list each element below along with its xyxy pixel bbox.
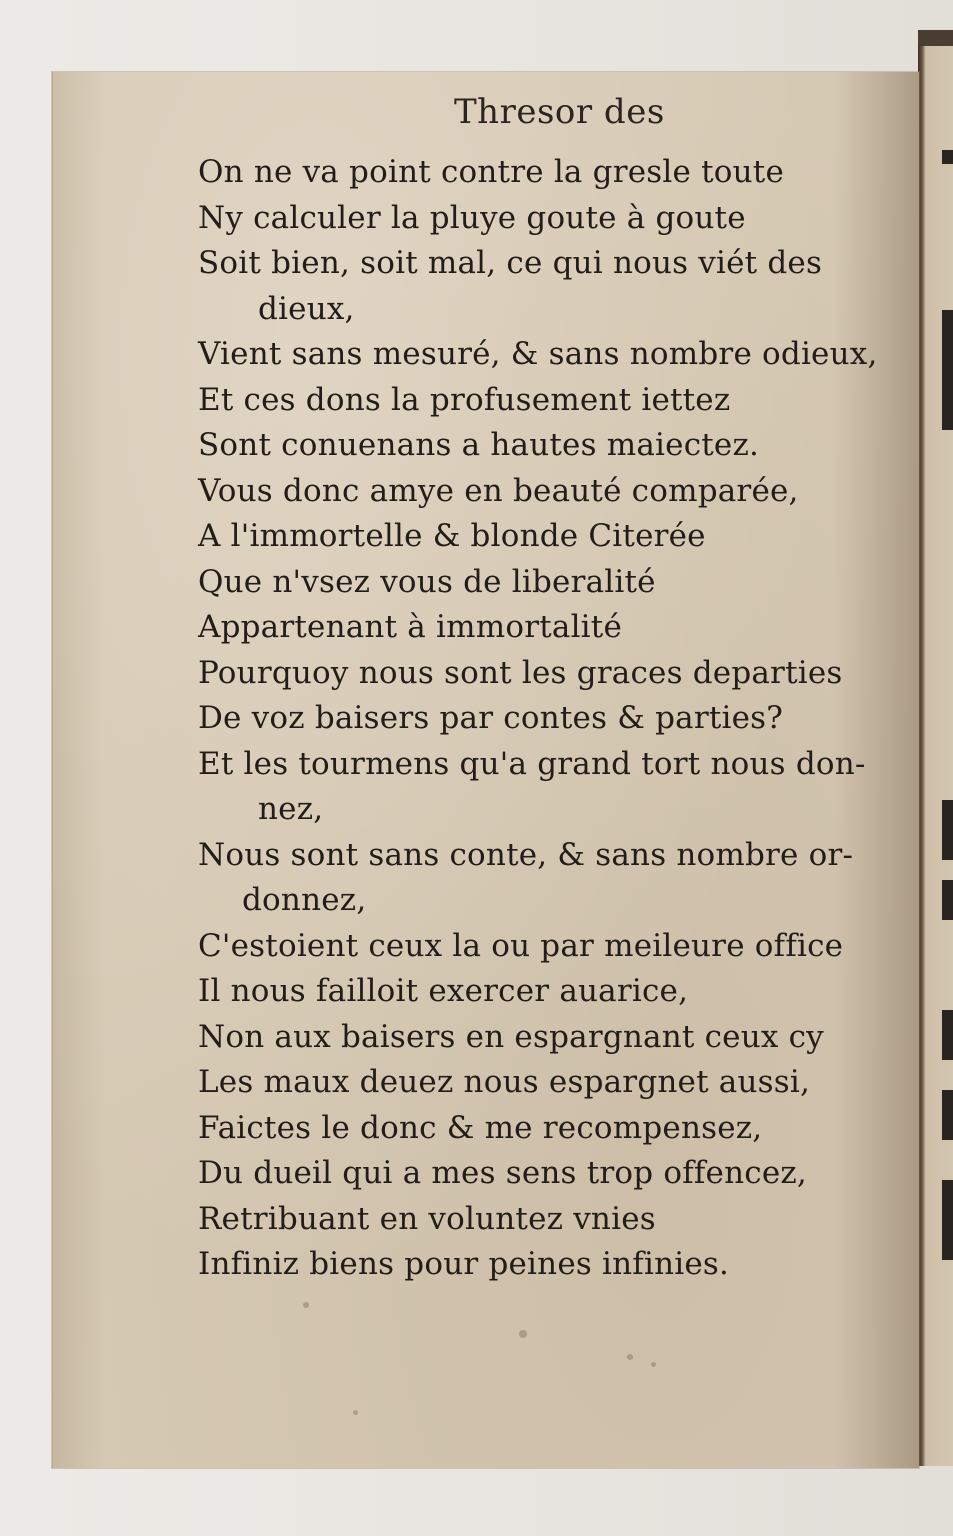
poem-text [198,150,878,1288]
facing-page-ink-mark [942,1010,953,1060]
poem-line: Il nous failloit exercer auarice, [198,973,689,1009]
facing-page-ink-mark [942,150,953,164]
poem-line: Vous donc amye en beauté comparée, [198,472,799,509]
foxing-spot [519,1330,527,1338]
poem-line: Et les tourmens qu'a grand tort nous don- [198,745,866,782]
poem-line-continuation: nez, [258,791,324,827]
facing-page-ink-mark [942,1090,953,1140]
facing-page-ink-mark [942,800,953,860]
running-title: Thresor des [454,92,665,132]
poem-line: Du dueil qui a mes sens trop offencez, [198,1155,807,1191]
foxing-spot [651,1362,656,1367]
poem-line: C'estoient ceux la ou par meileure office [198,927,844,964]
facing-page-ink-mark [942,880,953,920]
poem-line: Que n'vsez vous de liberalité [198,563,656,600]
poem-line: Soit bien, soit mal, ce qui nous viét des [198,245,823,281]
poem-line: Nous sont sans conte, & sans nombre or- [198,836,854,873]
facing-page-ink-mark [942,310,953,430]
poem-line: Faictes le donc & me recompensez, [198,1109,763,1146]
poem-line-continuation: donnez, [242,882,367,918]
poem-line: Appartenant à immortalité [198,609,622,645]
facing-page-ink-mark [942,1180,953,1260]
poem-line: A l'immortelle & blonde Citerée [198,518,706,554]
poem-line: Et ces dons la profusement iettez [198,381,731,418]
poem-line: De voz baisers par contes & parties? [198,700,784,736]
poem-line: Pourquoy nous sont les graces departies [198,654,843,691]
poem-line: Vient sans mesuré, & sans nombre odieux, [198,336,878,372]
poem-line: Retribuant en voluntez vnies [198,1200,656,1237]
poem-line-continuation: dieux, [258,290,355,327]
poem-line: Ny calculer la pluye goute à goute [198,199,746,236]
foxing-spot [353,1410,358,1415]
poem-line: Les maux deuez nous espargnet aussi, [198,1064,811,1100]
poem-line: Sont conuenans a hautes maiectez. [198,427,760,463]
foxing-spot [627,1354,633,1360]
poem-line: On ne va point contre la gresle toute [198,154,784,190]
foxing-spot [303,1302,309,1308]
poem-line: Infiniz biens pour peines infinies. [198,1246,730,1282]
poem-line: Non aux baisers en espargnant ceux cy [198,1018,824,1055]
